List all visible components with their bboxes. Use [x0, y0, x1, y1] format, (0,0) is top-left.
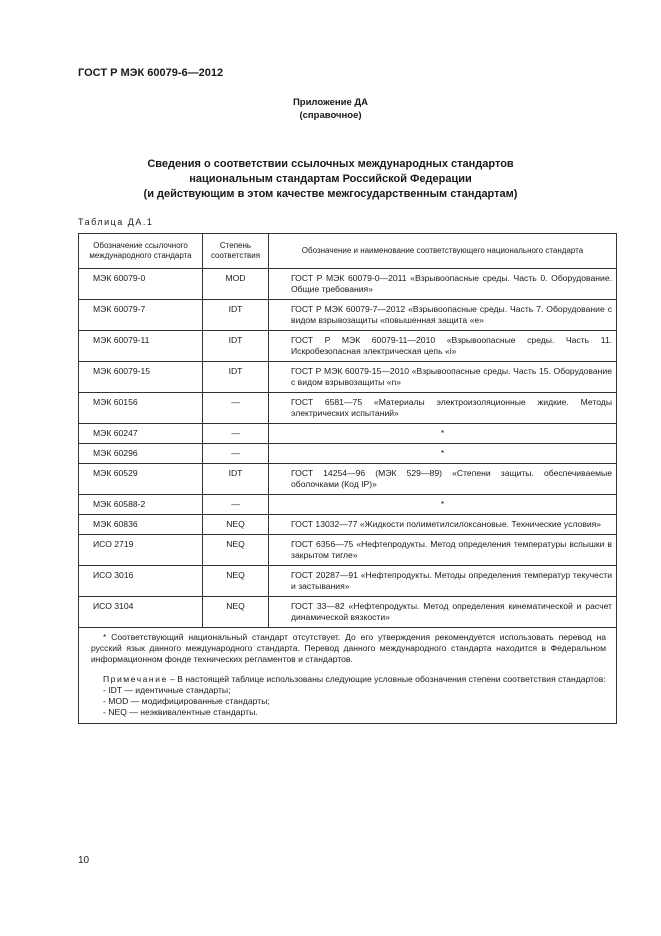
cell-national-standard: *: [269, 424, 617, 444]
cell-degree: NEQ: [203, 566, 269, 597]
cell-national-standard: [269, 269, 617, 300]
table-row: [79, 300, 617, 331]
cell-degree: IDT: [203, 331, 269, 362]
table-row: [79, 362, 617, 393]
table-row: [79, 444, 617, 464]
note-text: – В настоящей таблице использованы следующие условные обозначения степени соответствия стандартов:: [170, 674, 606, 684]
cell-national-standard: [269, 535, 617, 566]
cell-code: МЭК 60079-7: [79, 300, 203, 331]
cell-code: МЭК 60529: [79, 464, 203, 495]
cell-code: ИСО 3016: [79, 566, 203, 597]
page-number: 10: [78, 855, 90, 866]
table-notes-row: [79, 628, 617, 724]
cell-degree: NEQ: [203, 535, 269, 566]
section-heading: [0, 157, 661, 202]
cell-code: МЭК 60079-11: [79, 331, 203, 362]
cell-national-standard: [269, 597, 617, 628]
cell-degree: IDT: [203, 362, 269, 393]
cell-degree: MOD: [203, 269, 269, 300]
cell-text: ГОСТ 14254—96 (МЭК 529—89) «Степени защиты. обеспечиваемые оболочками (Код IP)»: [291, 468, 612, 489]
table-row: [79, 515, 617, 535]
cell-code: МЭК 60296: [79, 444, 203, 464]
cell-national-standard: *: [269, 444, 617, 464]
cell-degree: NEQ: [203, 597, 269, 628]
note-label: Примечание: [103, 674, 168, 684]
cell-text: ГОСТ 13032—77 «Жидкости полиметилсилоксановые. Технические условия»: [291, 519, 602, 529]
document-header: ГОСТ Р МЭК 60079-6—2012: [78, 67, 224, 79]
table-row: [79, 424, 617, 444]
cell-national-standard: [269, 362, 617, 393]
table-row: [79, 331, 617, 362]
table-header-row: [79, 234, 617, 269]
heading-line-3: (и действующим в этом качестве межгосударственным стандартам): [143, 188, 518, 200]
table-row: [79, 495, 617, 515]
cell-code: ИСО 2719: [79, 535, 203, 566]
cell-code: ИСО 3104: [79, 597, 203, 628]
table-notes: [79, 628, 617, 724]
cell-degree: IDT: [203, 464, 269, 495]
cell-code: МЭК 60079-15: [79, 362, 203, 393]
table-note: [91, 674, 606, 685]
cell-degree: —: [203, 393, 269, 424]
table-caption: Таблица ДА.1: [78, 217, 154, 227]
heading-line-1: Сведения о соответствии ссылочных международных стандартов: [147, 158, 514, 170]
table-row: [79, 566, 617, 597]
cell-code: МЭК 60156: [79, 393, 203, 424]
cell-text: ГОСТ 20287—91 «Нефтепродукты. Методы определения температур текучести и застывания»: [291, 570, 612, 591]
heading-line-2: национальным стандартам Российской Федерации: [189, 173, 472, 185]
cell-national-standard: [269, 393, 617, 424]
cell-degree: —: [203, 495, 269, 515]
cell-national-standard: [269, 331, 617, 362]
cell-code: МЭК 60588-2: [79, 495, 203, 515]
cell-degree: —: [203, 424, 269, 444]
table-row: [79, 393, 617, 424]
table-row: [79, 464, 617, 495]
appendix-title: Приложение ДА: [292, 97, 369, 108]
legend-item: - NEQ — неэквивалентные стандарты.: [103, 707, 258, 717]
cell-national-standard: [269, 464, 617, 495]
header-international-code: Обозначение ссылочного международного стандарта: [79, 234, 203, 269]
cell-national-standard: [269, 566, 617, 597]
cell-text: ГОСТ Р МЭК 60079-0—2011 «Взрывоопасные среды. Часть 0. Оборудование. Общие требования»: [291, 273, 612, 294]
table-row: [79, 597, 617, 628]
cell-national-standard: [269, 300, 617, 331]
cell-text: ГОСТ Р МЭК 60079-7—2012 «Взрывоопасные среды. Часть 7. Оборудование с видом взрывозащиты «повышенная защита «е»: [291, 304, 612, 325]
header-national-standard: Обозначение и наименование соответствующего национального стандарта: [269, 234, 617, 269]
legend-item: - MOD — модифицированные стандарты;: [103, 696, 270, 706]
cell-degree: NEQ: [203, 515, 269, 535]
cell-code: МЭК 60836: [79, 515, 203, 535]
table-footnote: * Соответствующий национальный стандарт отсутствует. До его утверждения рекомендуется использовать перевод на русский язык данного международного стандарта. Перевод данного международного стандарта находится в Федеральном информационном фонде технических регламентов и стандартов.: [91, 632, 606, 664]
cell-national-standard: [269, 515, 617, 535]
cell-text: ГОСТ Р МЭК 60079-11—2010 «Взрывоопасные среды. Часть 11. Искробезопасная электрическая цепь «i»: [291, 335, 612, 356]
header-degree: Степень соответствия: [203, 234, 269, 269]
cell-national-standard: *: [269, 495, 617, 515]
legend-item: - IDT — идентичные стандарты;: [103, 685, 231, 695]
standards-table: [78, 233, 617, 724]
table-row: [79, 535, 617, 566]
cell-degree: —: [203, 444, 269, 464]
appendix-subtitle: (справочное): [299, 110, 362, 121]
cell-code: МЭК 60079-0: [79, 269, 203, 300]
cell-text: ГОСТ 6356—75 «Нефтепродукты. Метод определения температуры вспышки в закрытом тигле»: [291, 539, 612, 560]
table-row: [79, 269, 617, 300]
cell-degree: IDT: [203, 300, 269, 331]
cell-text: ГОСТ Р МЭК 60079-15—2010 «Взрывоопасные среды. Часть 15. Оборудование с видом взрывозащиты «n»: [291, 366, 612, 387]
cell-code: МЭК 60247: [79, 424, 203, 444]
cell-text: ГОСТ 6581—75 «Материалы электроизоляционные жидкие. Методы электрических испытаний»: [291, 397, 612, 418]
cell-text: ГОСТ 33—82 «Нефтепродукты. Метод определения кинематической и расчет динамической вязкости»: [291, 601, 612, 622]
